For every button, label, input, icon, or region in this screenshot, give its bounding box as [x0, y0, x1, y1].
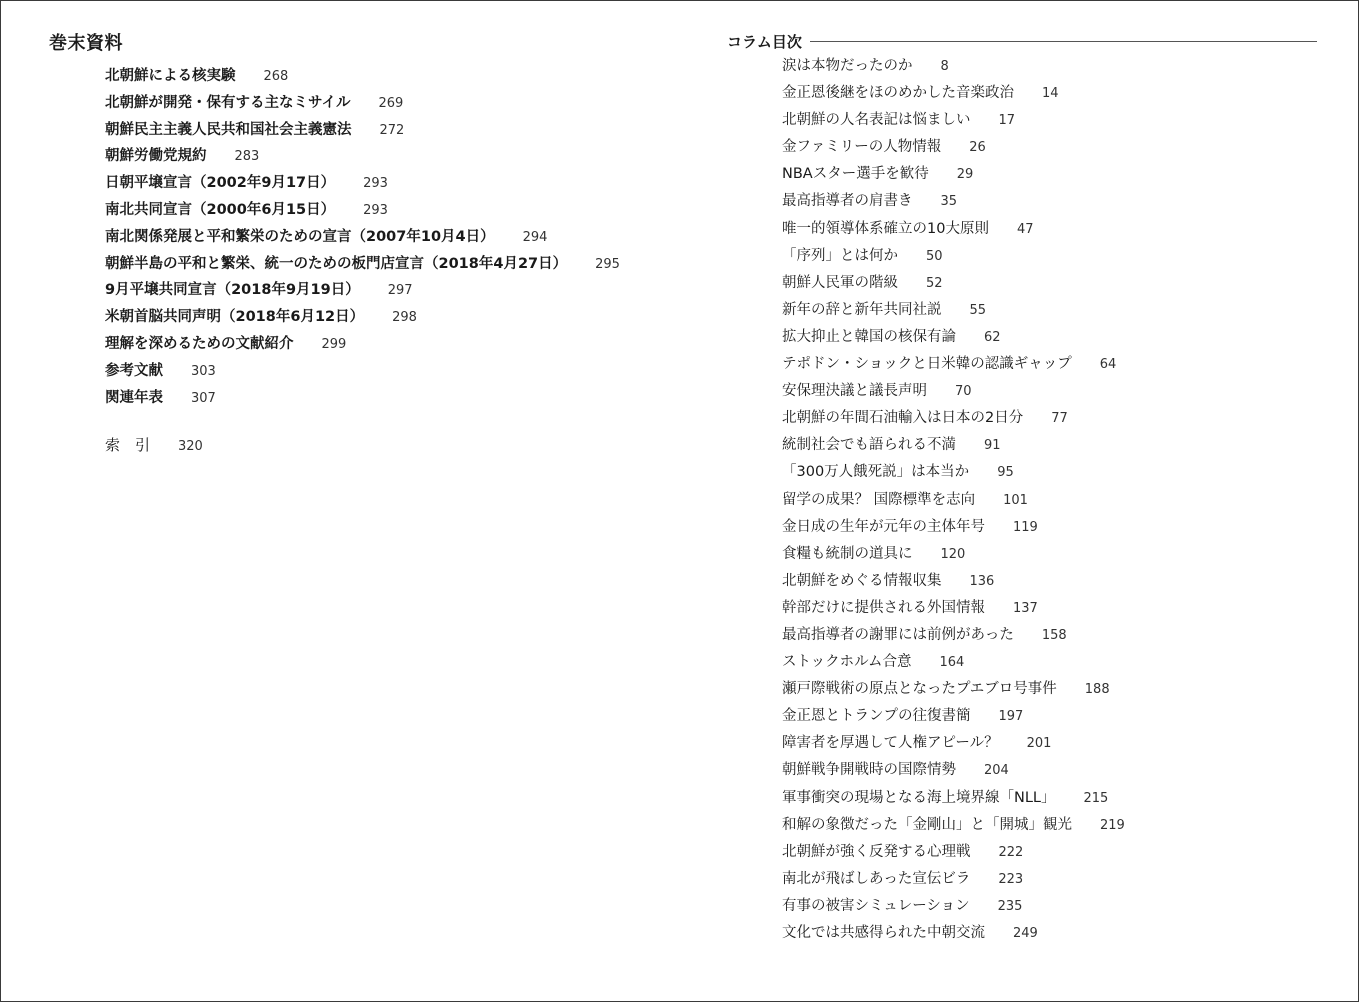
- toc-entry-title: テポドン・ショックと日米韓の認識ギャップ: [782, 356, 1072, 373]
- toc-entry[interactable]: [782, 243, 1125, 270]
- toc-page-number: 137: [1013, 600, 1038, 616]
- toc-page-number: 293: [363, 202, 388, 218]
- toc-entry[interactable]: [105, 117, 620, 144]
- toc-entry-title: 朝鮮労働党規約: [105, 148, 207, 165]
- toc-entry[interactable]: [105, 63, 620, 90]
- toc-entry-title: 金正恩とトランプの往復書簡: [782, 708, 971, 725]
- toc-entry[interactable]: [105, 197, 620, 224]
- toc-entry-title: 金ファミリーの人物情報: [782, 139, 942, 156]
- toc-page-number: 35: [940, 194, 958, 210]
- toc-entry[interactable]: [782, 107, 1125, 134]
- toc-entry[interactable]: [782, 378, 1125, 405]
- toc-page-number: 70: [955, 384, 972, 400]
- column-list: [782, 53, 1125, 947]
- toc-entry[interactable]: [782, 405, 1125, 432]
- toc-entry[interactable]: [105, 277, 620, 304]
- appendix-section: [49, 29, 689, 454]
- toc-page-number: 297: [387, 283, 413, 299]
- toc-page-number: 120: [940, 546, 966, 562]
- toc-entry[interactable]: [782, 649, 1125, 676]
- toc-entry[interactable]: [782, 53, 1125, 80]
- toc-entry-title: 金正恩後継をほのめかした音楽政治: [782, 85, 1014, 102]
- toc-entry-title: 唯一的領導体系確立の10大原則: [782, 220, 989, 237]
- toc-entry[interactable]: [782, 134, 1125, 161]
- toc-page-number: 62: [984, 329, 1001, 345]
- toc-page-number: 307: [191, 390, 216, 406]
- toc-entry-title: 和解の象徴だった「金剛山」と「開城」観光: [782, 816, 1072, 833]
- toc-entry-title: 朝鮮民主主義人民共和国社会主義憲法: [105, 121, 352, 138]
- toc-entry-title: 統制社会でも語られる不満: [782, 437, 956, 454]
- toc-entry[interactable]: [782, 622, 1125, 649]
- toc-entry[interactable]: [782, 80, 1125, 107]
- toc-page-number: 77: [1051, 411, 1068, 427]
- toc-entry[interactable]: [782, 216, 1125, 243]
- toc-page-number: 293: [363, 176, 388, 192]
- toc-page-number: 268: [263, 69, 289, 84]
- toc-entry-title: 軍事衝突の現場となる海上境界線「NLL」: [782, 789, 1056, 806]
- toc-page-number: 101: [1003, 492, 1028, 508]
- toc-entry-title: 南北が飛ばしあった宣伝ビラ: [782, 870, 971, 887]
- toc-page-number: 52: [926, 275, 943, 291]
- toc-entry[interactable]: [782, 785, 1125, 812]
- toc-entry-title: 涙は本物だったのか: [782, 58, 913, 74]
- toc-entry-title: 「序列」とは何か: [782, 247, 898, 264]
- index-page-number: 320: [178, 439, 203, 454]
- toc-entry-title: 南北共同宣言（2000年6月15日）: [105, 201, 336, 218]
- toc-page-number: 47: [1016, 221, 1034, 237]
- toc-page-number: 14: [1042, 86, 1059, 102]
- toc-page-number: 164: [939, 655, 965, 671]
- toc-entry-title: 拡大抑止と韓国の核保有論: [782, 328, 956, 345]
- toc-entry[interactable]: [782, 893, 1125, 920]
- toc-page-number: 201: [1026, 736, 1052, 752]
- toc-entry[interactable]: [782, 432, 1125, 459]
- toc-entry[interactable]: [782, 920, 1125, 947]
- toc-page-number: 17: [998, 113, 1016, 129]
- toc-entry-title: 留学の成果？ 国際標準を志向: [782, 491, 976, 508]
- toc-entry-title: 最高指導者の謝罪には前例があった: [782, 626, 1014, 643]
- toc-entry[interactable]: [105, 358, 620, 385]
- toc-page-number: 235: [997, 898, 1023, 914]
- toc-entry[interactable]: [782, 514, 1125, 541]
- toc-page-number: 197: [998, 709, 1024, 725]
- toc-entry[interactable]: [105, 90, 620, 117]
- toc-page-number: 303: [191, 363, 216, 379]
- toc-entry-title: 米朝首脳共同声明（2018年6月12日）: [105, 309, 365, 326]
- toc-entry-title: 安保理決議と議長声明: [782, 383, 927, 400]
- toc-entry[interactable]: [105, 224, 620, 251]
- toc-page-number: 64: [1099, 357, 1117, 373]
- toc-page-number: 269: [378, 95, 404, 111]
- toc-page-number: 158: [1041, 627, 1067, 643]
- toc-entry-title: 朝鮮半島の平和と繁栄、統一のための板門店宣言（2018年4月27日）: [105, 255, 568, 272]
- toc-entry[interactable]: [782, 866, 1125, 893]
- toc-entry[interactable]: [782, 188, 1125, 215]
- toc-page-number: 298: [392, 310, 417, 326]
- index-label: 索 引: [105, 436, 151, 454]
- column-contents-section: [727, 29, 1317, 941]
- toc-entry-title: 文化では共感得られた中朝交流: [782, 925, 985, 941]
- toc-entry-title: 新年の辞と新年共同社説: [782, 301, 942, 318]
- toc-entry-title: 日朝平壌宣言（2002年9月17日）: [105, 175, 336, 192]
- toc-entry-title: 有事の被害シミュレーション: [782, 897, 970, 914]
- toc-entry[interactable]: [105, 385, 620, 412]
- toc-entry-title: NBAスター選手を歓待: [782, 166, 929, 183]
- toc-entry[interactable]: [782, 595, 1125, 622]
- toc-page-number: 26: [969, 140, 986, 156]
- toc-entry-title: 北朝鮮による核実験: [105, 68, 236, 84]
- toc-entry[interactable]: [105, 170, 620, 197]
- toc-entry-title: 瀬戸際戦術の原点となったプエブロ号事件: [782, 681, 1057, 698]
- toc-entry[interactable]: [782, 351, 1125, 378]
- toc-entry-title: 北朝鮮をめぐる情報収集: [782, 572, 942, 589]
- toc-entry-title: 関連年表: [105, 389, 163, 406]
- toc-page-number: 8: [940, 59, 949, 74]
- toc-entry[interactable]: [105, 251, 620, 278]
- toc-page-number: 50: [926, 248, 943, 264]
- toc-page-number: 188: [1084, 682, 1110, 698]
- toc-page-number: 219: [1100, 817, 1125, 833]
- toc-entry-title: 南北関係発展と平和繁栄のための宣言（2007年10月4日）: [105, 228, 495, 245]
- toc-entry-title: ストックホルム合意: [782, 654, 912, 671]
- toc-entry[interactable]: [782, 839, 1125, 866]
- toc-page-number: 204: [984, 763, 1009, 779]
- toc-entry[interactable]: [782, 703, 1125, 730]
- appendix-title: 巻末資料: [49, 33, 123, 54]
- toc-page-number: 223: [998, 871, 1024, 887]
- toc-entry[interactable]: [782, 730, 1125, 757]
- toc-entry-title: 北朝鮮が開発・保有する主なミサイル: [105, 94, 351, 111]
- toc-entry[interactable]: [782, 297, 1125, 324]
- toc-entry[interactable]: [782, 459, 1125, 486]
- toc-page-number: 299: [321, 336, 347, 352]
- toc-entry-title: 北朝鮮の年間石油輸入は日本の2日分: [782, 410, 1024, 427]
- toc-entry[interactable]: [782, 487, 1125, 514]
- toc-entry-title: 金日成の生年が元年の主体年号: [782, 518, 985, 535]
- toc-page-number: 95: [997, 465, 1014, 481]
- toc-page-number: 55: [969, 302, 987, 318]
- toc-page-number: 215: [1083, 790, 1109, 806]
- toc-entry[interactable]: [782, 541, 1125, 568]
- toc-entry[interactable]: [105, 304, 620, 331]
- toc-entry-title: 9月平壌共同宣言（2018年9月19日）: [105, 282, 360, 299]
- toc-page-number: 272: [379, 122, 405, 138]
- toc-entry-title: 「300万人餓死説」は本当か: [782, 464, 970, 481]
- toc-page-number: 91: [984, 438, 1001, 454]
- toc-entry-title: 幹部だけに提供される外国情報: [782, 599, 985, 616]
- toc-page-number: 283: [234, 149, 260, 165]
- toc-entry[interactable]: [782, 757, 1125, 784]
- toc-entry[interactable]: [782, 812, 1125, 839]
- toc-entry-title: 食糧も統制の道具に: [782, 545, 913, 562]
- column-contents-header: [727, 29, 1317, 53]
- toc-page-number: 136: [969, 573, 995, 589]
- column-contents-title: コラム目次: [727, 32, 802, 51]
- toc-page-number: 294: [522, 229, 548, 245]
- toc-entry-title: 北朝鮮の人名表記は悩ましい: [782, 112, 971, 129]
- toc-page-number: 222: [998, 844, 1024, 860]
- toc-entry-title: 朝鮮人民軍の階級: [782, 274, 898, 291]
- header-rule: [810, 41, 1317, 42]
- toc-entry-title: 北朝鮮が強く反発する心理戦: [782, 843, 971, 860]
- toc-page-number: 29: [956, 167, 974, 183]
- toc-entry[interactable]: [105, 143, 620, 170]
- toc-entry[interactable]: [782, 324, 1125, 351]
- toc-entry[interactable]: [782, 270, 1125, 297]
- toc-entry-title: 朝鮮戦争開戦時の国際情勢: [782, 762, 956, 779]
- index-entry[interactable]: [105, 434, 203, 455]
- toc-page-number: 295: [595, 256, 620, 272]
- toc-entry-title: 障害者を厚遇して人権アピール？: [782, 735, 999, 752]
- toc-entry[interactable]: [782, 676, 1125, 703]
- toc-entry[interactable]: [782, 568, 1125, 595]
- toc-page-number: 119: [1013, 519, 1038, 535]
- toc-entry-title: 理解を深めるための文献紹介: [105, 335, 294, 352]
- toc-page-number: 249: [1013, 926, 1038, 941]
- toc-entry[interactable]: [105, 331, 620, 358]
- appendix-list: [105, 63, 620, 411]
- toc-entry[interactable]: [782, 161, 1125, 188]
- toc-entry-title: 最高指導者の肩書き: [782, 193, 913, 210]
- toc-entry-title: 参考文献: [105, 362, 163, 379]
